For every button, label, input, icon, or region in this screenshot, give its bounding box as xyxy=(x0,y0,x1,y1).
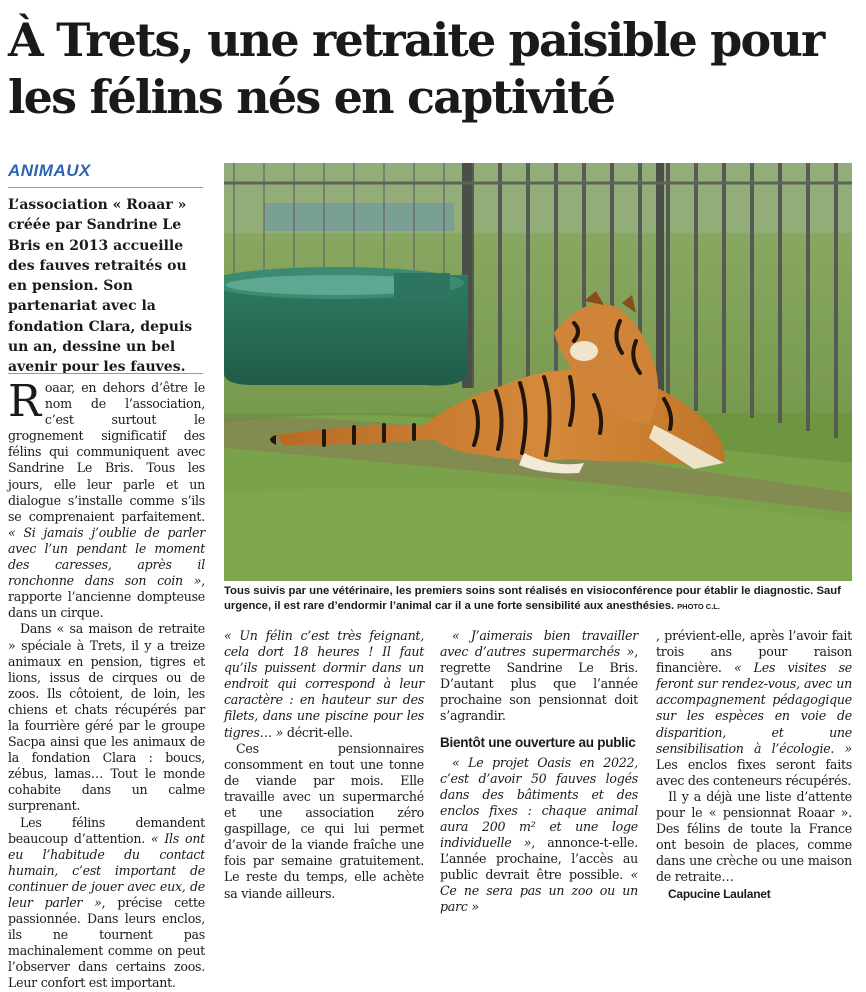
paragraph-7: Il y a déjà une liste d’attente pour le « pensionnat Roaar ». Des félins de toute la France ont besoin de places, comme dans une crèche ou une maison de retraite… xyxy=(656,788,852,885)
quote: « J’aimerais bien travailler avec d’autres supermarchés » xyxy=(440,628,638,660)
rubric-label: ANIMAUX xyxy=(8,161,91,180)
quote: « Ce ne sera pas un zoo ou un parc » xyxy=(440,867,638,915)
quote: « Le projet Oasis en 2022, c’est d’avoir 50 fauves logés dans des bâtiments et des enclos fixes : chaque animal aura 200 m² et une loge individuelle » xyxy=(440,754,638,851)
tiger-photo xyxy=(224,163,852,581)
caption-text: Tous suivis par une vétérinaire, les premiers soins sont réalisés en visioconférence pour établir le diagnostic. Sauf urgence, il est rare d’endormir l’animal car il a une forte sensibilité aux anesthésies. xyxy=(224,585,841,612)
quote: « Un félin c’est très feignant, cela dort 18 heures ! Il faut qu’ils puissent dormir dans un endroit qui correspond à leur caractère : en hauteur sur des filets, dans une piscine pour les tigres… » xyxy=(224,628,424,740)
headline: À Trets, une retraite paisible pour les félins nés en captivité xyxy=(8,13,824,124)
section-rubric xyxy=(8,161,203,188)
paragraph-6: , annonce-t-elle. L’année prochaine, l’accès au public devrait être possible. xyxy=(440,835,638,883)
article-column-2 xyxy=(224,628,424,902)
article-column-3 xyxy=(440,628,638,916)
quote: « Les visites se feront sur rendez-vous, avec un accompagnement pédagogique sur les espèces en voie de disparition, et une sensibilisation à l’écologie. » xyxy=(656,660,852,756)
paragraph-3: Les félins demandent beaucoup d’attention. xyxy=(8,814,205,846)
lead-paragraph: L’association « Roaar » créée par Sandrine Le Bris en 2013 accueille des fauves retraités ou en pension. Son partenariat avec la fondation Clara, depuis un an, dessine un bel avenir pour les fauves. xyxy=(8,197,193,376)
paragraph-3-cont: , précise cette passionnée. Dans leurs enclos, ils ne tournent pas machinalement comme on peut l’observer dans certains zoos. Leur confort est important. xyxy=(8,895,206,991)
paragraph-1-end: , rapporte l’ancienne dompteuse dans un cirque. xyxy=(8,573,205,621)
drop-cap: R xyxy=(8,376,41,427)
paragraph-6-cont: , prévient-elle, après l’avoir fait trois ans pour raison financière. xyxy=(656,628,852,676)
tiger-photo-icon xyxy=(224,163,852,581)
divider xyxy=(8,373,203,374)
paragraph-3-end: décrit-elle. xyxy=(283,724,353,740)
paragraph-2: Dans « sa maison de retraite » spéciale à Trets, il y a treize animaux en pension, tigres et lions, issus de cirques ou de zoos. Ils côtoient, de loin, les chiens et chats récupérés par la fourrière géré par le groupe Sacpa ainsi que les animaux de la fondation Clara : boucs, zébus, lamas… Tout le monde cohabite dans un calme surprenant. xyxy=(8,621,205,814)
article-column-1 xyxy=(8,376,206,992)
subheading: Bientôt une ouverture au public xyxy=(440,734,636,750)
photo-credit: PHOTO C.L. xyxy=(677,602,720,611)
paragraph-5: , regrette Sandrine Le Bris. D’autant plus que l’année prochaine son pensionnat doit s’agrandir. xyxy=(440,644,638,724)
author-signature: Capucine Laulanet xyxy=(668,886,771,901)
paragraph-4: Ces pensionnaires consomment en tout une tonne de viande par mois. Elle travaille avec un supermarché et une association zéro gaspillage, ce qui lui permet d’avoir de la viande fraîche une fois par semaine gratuitement. Le reste du temps, elle achète sa viande ailleurs. xyxy=(224,740,424,901)
article-column-4 xyxy=(656,628,852,902)
quote: « Si jamais j’oublie de parler avec l’un pendant le moment des caresses, après il ronchonne dans son coin » xyxy=(8,524,205,589)
paragraph-1: oaar, en dehors d’être le nom de l’association, c’est surtout le grognement significatif des félins qui communiquent avec Sandrine Le Bris. Tous les jours, elle leur parle et un dialogue s’installe comme s’ils se comprenaient parfaitement. xyxy=(8,380,205,524)
photo-caption xyxy=(224,584,854,614)
paragraph-6-end: Les enclos fixes seront faits avec des conteneurs récupérés. xyxy=(656,756,852,788)
quote: « Ils ont eu l’habitude du contact humain, c’est important de continuer de jouer avec eux, de leur parler » xyxy=(8,830,205,910)
